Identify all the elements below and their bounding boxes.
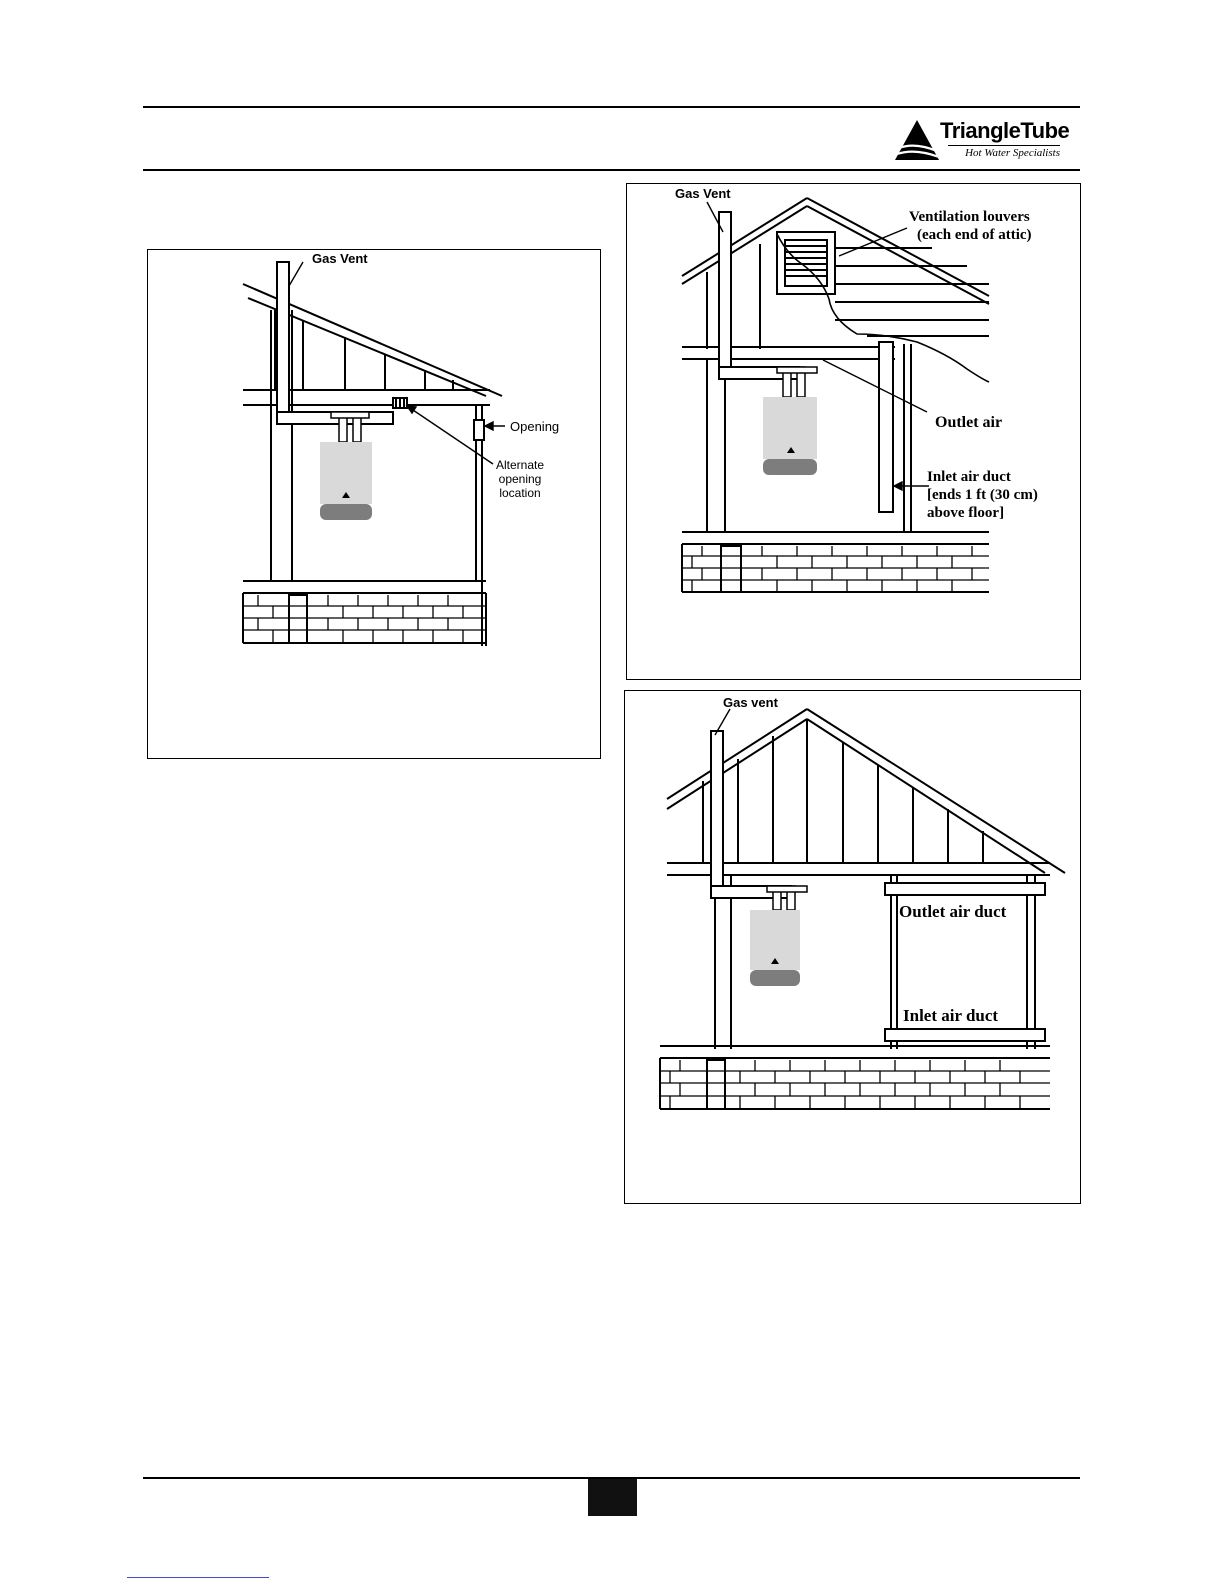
outlet-air-label: Outlet air bbox=[935, 414, 1003, 431]
link-underline[interactable] bbox=[127, 1577, 269, 1578]
alternate-label-line1: Alternate bbox=[495, 458, 545, 472]
inlet-air-duct-label: Inlet air duct bbox=[903, 1006, 999, 1025]
header-top-rule bbox=[143, 106, 1080, 108]
brand-name: TriangleTube bbox=[940, 118, 1070, 143]
figure-attic-ventilation bbox=[626, 183, 1081, 680]
alternate-label-line3: location bbox=[499, 486, 541, 500]
inlet-duct-label-line2: [ends 1 ft (30 cm) bbox=[927, 487, 1038, 503]
ventilation-label-line2: (each end of attic) bbox=[917, 227, 1032, 243]
figure-left-opening bbox=[147, 249, 601, 759]
outlet-air-duct-label: Outlet air duct bbox=[899, 902, 1007, 921]
water-heater-icon bbox=[320, 412, 372, 520]
alternate-label-line2: opening bbox=[498, 472, 542, 486]
figure-ducted-air bbox=[624, 690, 1081, 1204]
triangle-logo-icon bbox=[893, 118, 943, 166]
header-bottom-rule bbox=[143, 169, 1080, 171]
brand-tagline: Hot Water Specialists bbox=[948, 145, 1060, 159]
inlet-duct-label-line3: above floor] bbox=[927, 505, 1005, 521]
gas-vent-label: Gas Vent bbox=[675, 186, 731, 201]
opening-label: Opening bbox=[510, 419, 560, 434]
figure-attic-drawing bbox=[627, 184, 1080, 679]
water-heater-icon bbox=[763, 367, 817, 475]
gas-vent-label: Gas Vent bbox=[312, 251, 368, 266]
figure-ducted-drawing bbox=[625, 691, 1080, 1203]
figure-left-drawing bbox=[148, 250, 600, 758]
inlet-duct-label-line1: Inlet air duct bbox=[927, 469, 1011, 485]
page-number-tab bbox=[588, 1479, 637, 1516]
water-heater-icon bbox=[750, 886, 807, 986]
gas-vent-label: Gas vent bbox=[723, 695, 778, 710]
ventilation-label-line1: Ventilation louvers bbox=[909, 209, 1030, 225]
brand-logo bbox=[893, 118, 1083, 166]
